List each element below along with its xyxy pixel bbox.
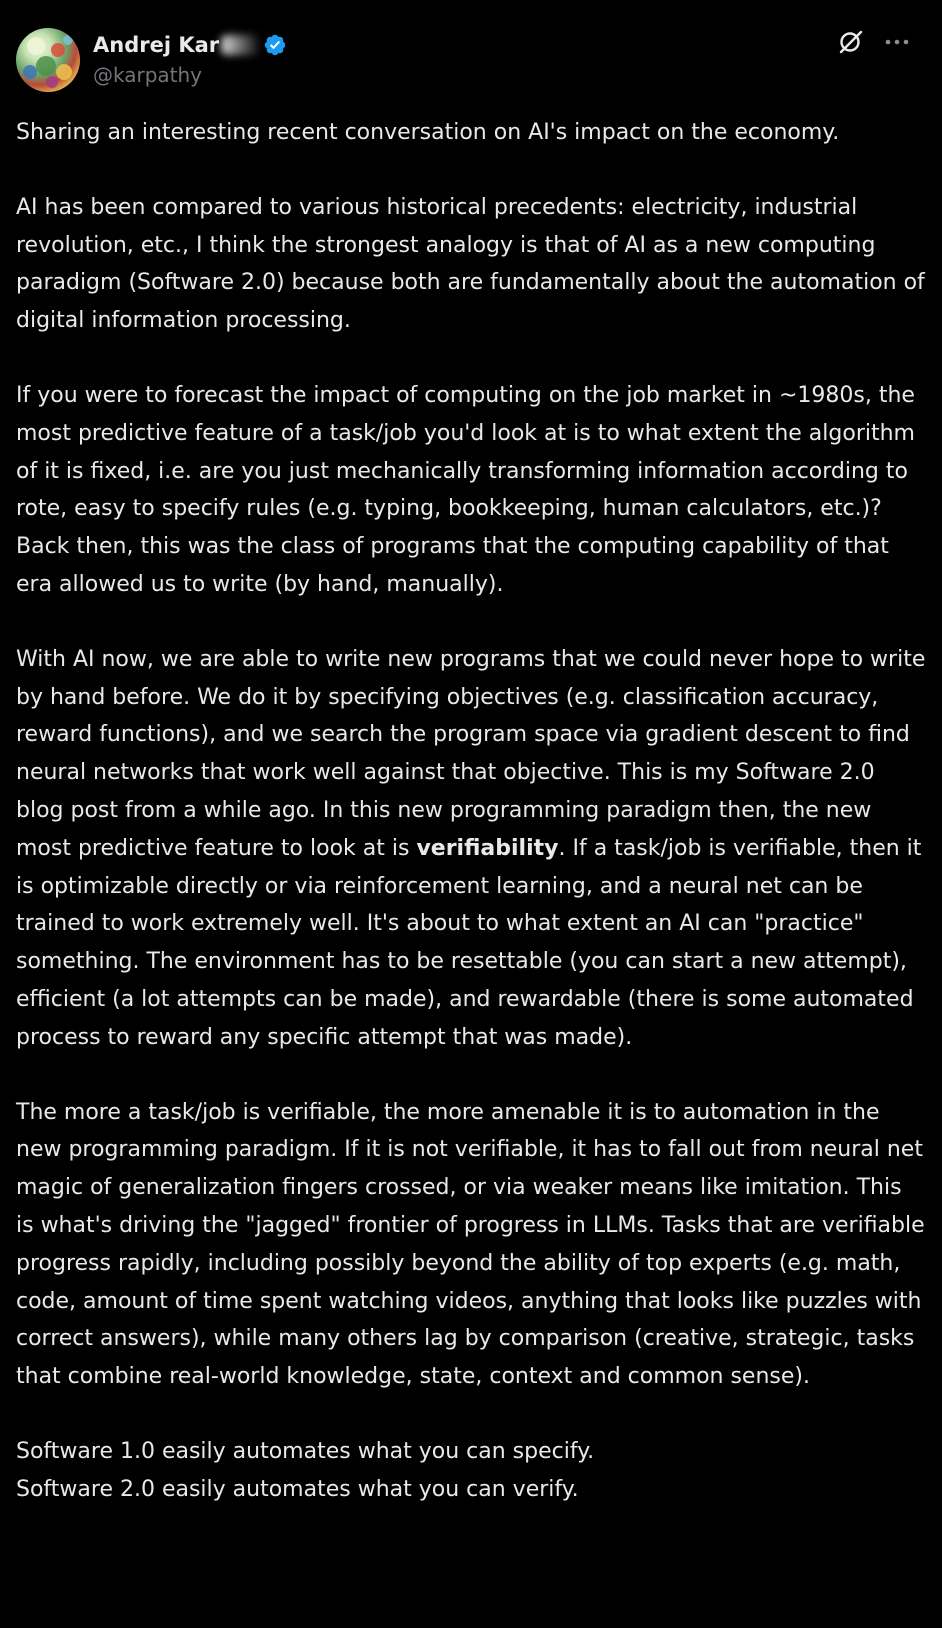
post-paragraph-4 — [16, 641, 926, 1057]
avatar[interactable] — [16, 28, 80, 92]
author-display-name[interactable]: Andrej Kar — [93, 33, 220, 57]
post-paragraph-4-text-b: . If a task/job is verifiable, then it is optimizable directly or via reinforcement learning, and a neural net can be trained to work extremely well. It's about to what extent an AI can "practice" something. The environment has to be resettable (you can start a new attempt), efficient (a lot attempts can be made), and rewardable (there is some automated process to reward any specific attempt that was made). — [16, 835, 922, 1050]
verified-badge-icon[interactable] — [263, 33, 287, 57]
redaction-blur — [221, 35, 261, 55]
post-paragraph-6-line-2: Software 2.0 easily automates what you can verify. — [16, 1476, 579, 1502]
author-names — [93, 31, 287, 87]
avatar-image — [16, 28, 80, 92]
post-paragraph-6-line-1: Software 1.0 easily automates what you can specify. — [16, 1438, 595, 1464]
more-icon[interactable] — [883, 29, 911, 55]
post-paragraph-1: Sharing an interesting recent conversation on AI's impact on the economy. — [16, 120, 840, 145]
post-paragraph-5: The more a task/job is verifiable, the more amenable it is to automation in the new programming paradigm. If it is not verifiable, it has to fall out from neural net magic of generalization fingers crossed, or via weaker means like imitation. This is what's driving the "jagged" frontier of progress in LLMs. Tasks that are verifiable progress rapidly, including possibly beyond the ability of top experts (e.g. math, code, amount of time spent watching videos, anything that looks like puzzles with correct answers), while many others lag by comparison (creative, strategic, tasks that combine real-world knowledge, state, context and common sense). — [16, 1099, 925, 1390]
tweet-body — [16, 114, 926, 1509]
tweet-header — [16, 27, 926, 91]
post-paragraph-3: If you were to forecast the impact of computing on the job market in ~1980s, the most predictive feature of a task/job you'd look at is to what extent the algorithm of it is fixed, i.e. are you just mechanically transforming information according to rote, easy to specify rules (e.g. typing, bookkeeping, human calculators, etc.)? Back then, this was the class of programs that the computing capability of that era allowed us to write (by hand, manually). — [16, 382, 915, 597]
author-handle[interactable]: @karpathy — [93, 63, 203, 87]
post-paragraph-2: AI has been compared to various historical precedents: electricity, industrial revolution, etc., I think the strongest analogy is that of AI as a new computing paradigm (Software 2.0) because both are fundamentally about the automation of digital information processing. — [16, 194, 925, 334]
display-name-row — [93, 31, 287, 59]
verifiability-emphasis: verifiability — [416, 835, 559, 861]
grok-icon[interactable] — [838, 29, 864, 55]
post-paragraph-4-text-a: With AI now, we are able to write new programs that we could never hope to write by hand before. We do it by specifying objectives (e.g. classification accuracy, reward functions), and we search the program space via gradient descent to find neural networks that work well against that objective. This is my Software 2.0 blog post from a while ago. In this new programming paradigm then, the new most predictive feature to look at is — [16, 646, 926, 861]
